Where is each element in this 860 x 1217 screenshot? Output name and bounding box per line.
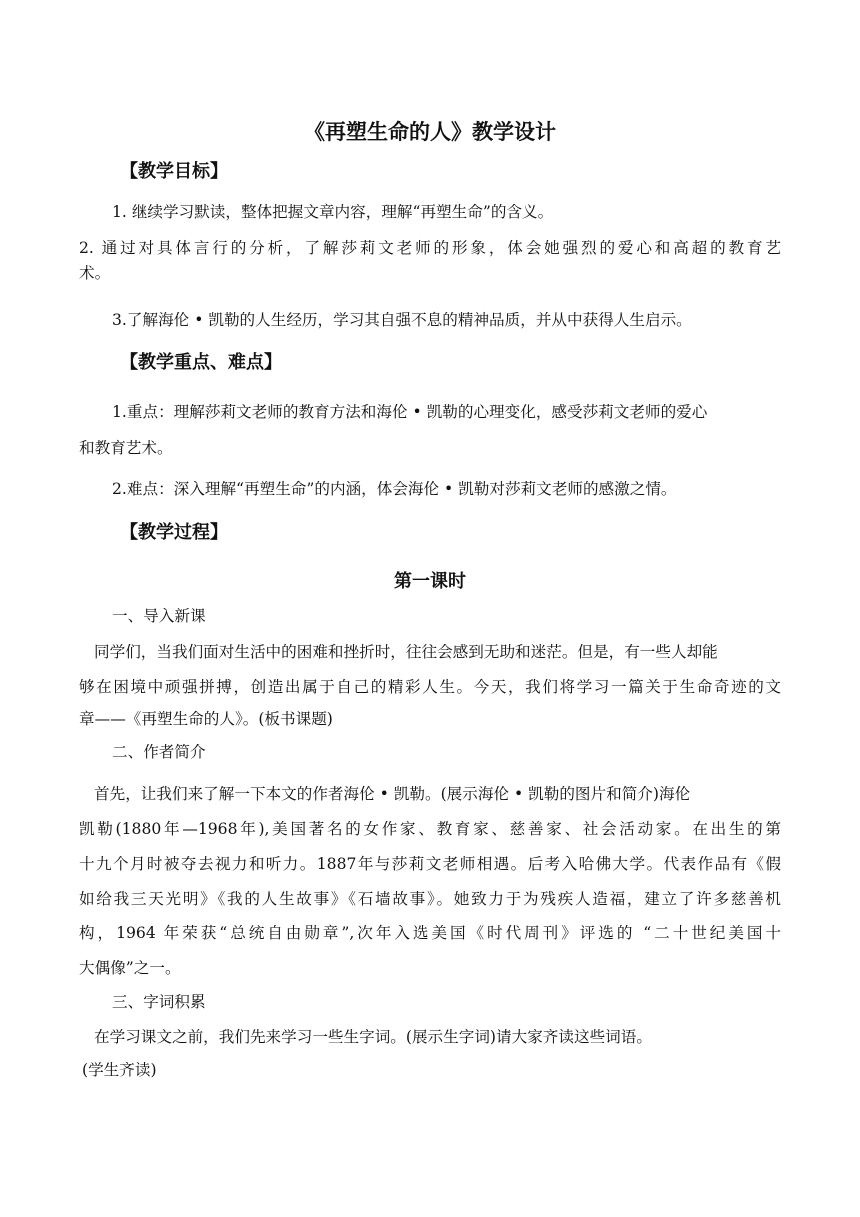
document-title: 《再塑生命的人》教学设计 [304,120,556,144]
section-1-line-1: 同学们，当我们面对生活中的困难和挫折时，往往会感到无助和迷茫。但是，有一些人却能 [94,643,718,661]
goals-heading: 【教学目标】 [120,161,228,182]
section-1-line-2: 够在困境中顽强拼搏，创造出属于自己的精彩人生。今天，我们将学习一篇关于生命奇迹的文 [79,678,781,696]
section-3-line-1: 在学习课文之前，我们先来学习一些生字词。(展示生字词)请大家齐读这些词语。 [94,1028,652,1046]
section-2-line-3: 十九个月时被夺去视力和听力。1887年与莎莉文老师相遇。后考入哈佛大学。代表作品有《假 [79,855,781,873]
lesson-title: 第一课时 [394,571,466,592]
section-2-line-6: 大偶像”之一。 [79,959,181,977]
keypoint-item-1-line-2: 和教育艺术。 [79,439,173,457]
keypoint-item-2: 2.难点：深入理解“再塑生命”的内涵，体会海伦 • 凯勒对莎莉文老师的感激之情。 [112,480,677,498]
keypoints-heading: 【教学重点、难点】 [120,352,282,373]
section-2-line-5: 构，1964 年荣获“总统自由勋章”,次年入选美国《时代周刊》评选的 “二十世纪美国十 [79,924,781,942]
section-3-heading: 三、字词积累 [112,993,206,1011]
section-1-line-3: 章——《再塑生命的人》。(板书课题) [79,710,333,728]
section-3-line-2: (学生齐读) [82,1061,157,1079]
process-heading: 【教学过程】 [120,522,228,543]
section-1-heading: 一、导入新课 [112,607,206,625]
goal-item-3: 3.了解海伦 • 凯勒的人生经历，学习其自强不息的精神品质，并从中获得人生启示。 [112,311,692,329]
keypoint-item-1-line-1: 1.重点：理解莎莉文老师的教育方法和海伦 • 凯勒的心理变化，感受莎莉文老师的爱心 [112,403,708,421]
goal-item-1: 1. 继续学习默读，整体把握文章内容，理解“再塑生命”的含义。 [112,203,554,221]
section-2-line-2: 凯勒(1880年—1968年),美国著名的女作家、教育家、慈善家、社会活动家。在出生的第 [79,820,781,838]
section-2-heading: 二、作者简介 [112,743,206,761]
goal-item-2-line-2: 术。 [79,264,111,282]
section-2-line-4: 如给我三天光明》《我的人生故事》《石墙故事》。她致力于为残疾人造福，建立了许多慈善机 [79,890,781,908]
section-2-line-1: 首先，让我们来了解一下本文的作者海伦 • 凯勒。(展示海伦 • 凯勒的图片和简介)海伦 [94,785,691,803]
goal-item-2-line-1: 2. 通过对具体言行的分析，了解莎莉文老师的形象，体会她强烈的爱心和高超的教育艺 [79,239,781,257]
